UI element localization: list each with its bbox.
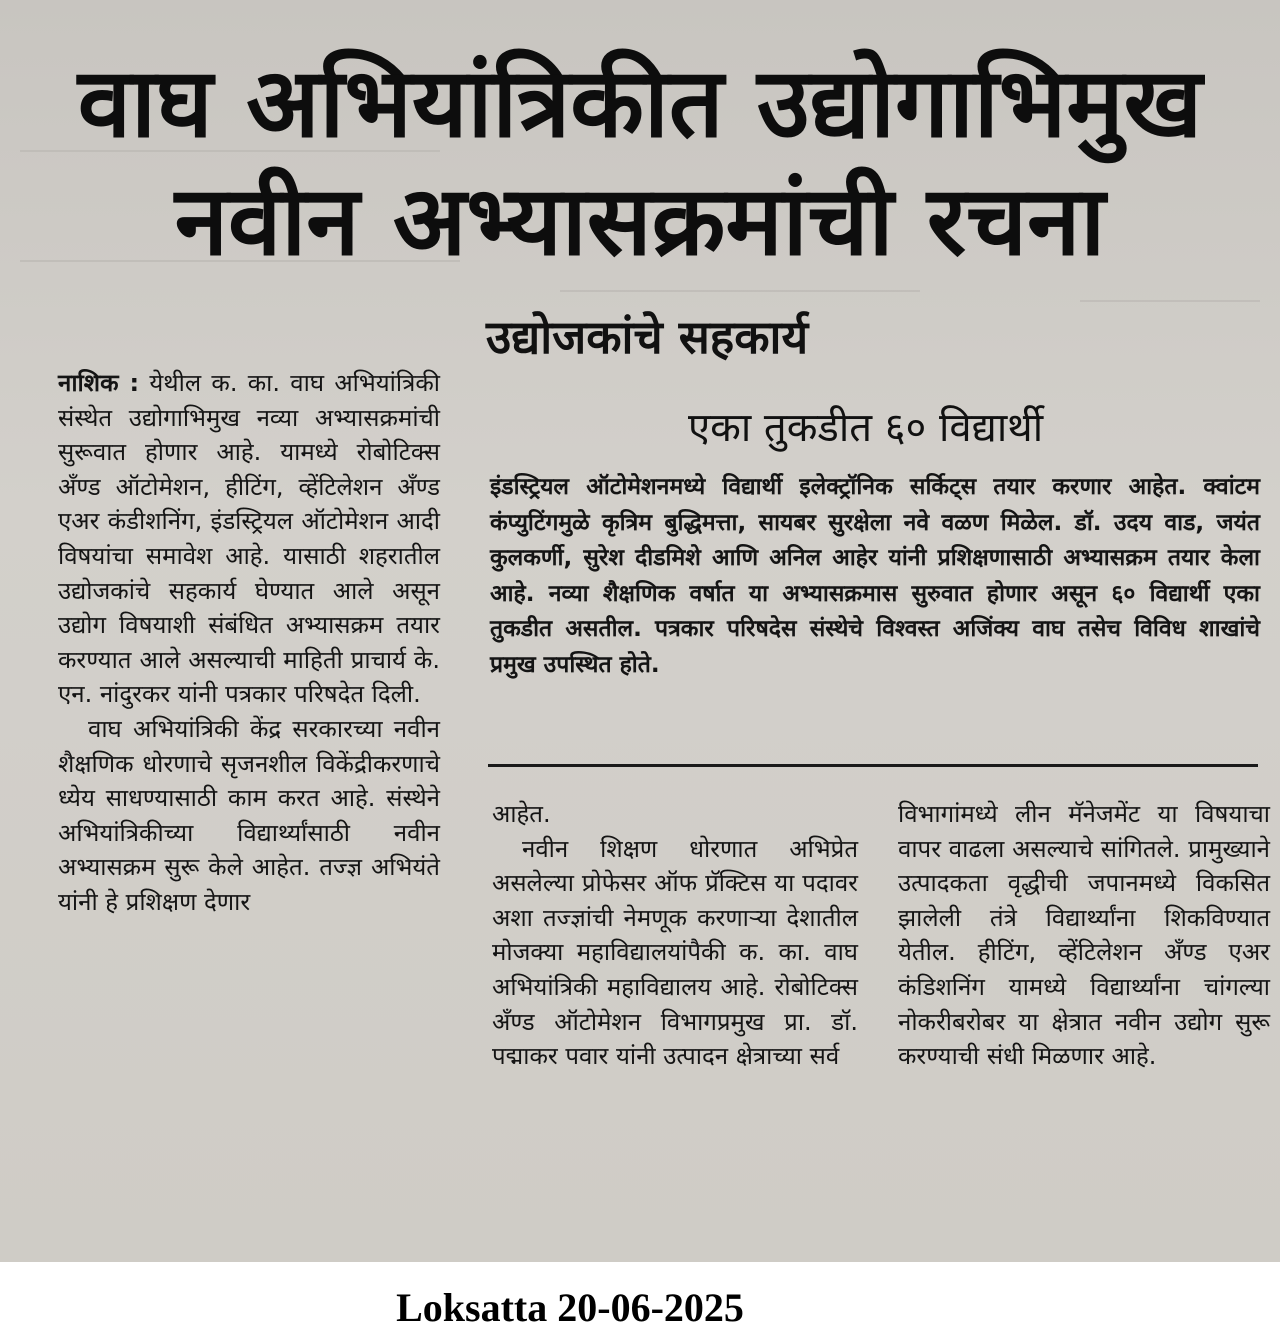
headline-line-1: वाघ अभियांत्रिकीत उद्योगाभिमुख (77, 47, 1203, 159)
col2-paragraph-2: नवीन शिक्षण धोरणात अभिप्रेत असलेल्या प्रोफेसर ऑफ प्रॅक्टिस या पदावर अशा तज्ज्ञांची नेमणूक करणाऱ्या देशातील मोजक्या महाविद्यालयांपैकी क. का. वाघ अभियांत्रिकी महाविद्यालय आहे. रोबोटिक्स अँण्ड ऑटोमेशन विभागप्रमुख प्रा. डॉ. पद्माकर पवार यांनी उत्पादन क्षेत्राच्या सर्व (492, 834, 858, 1071)
subheading: एका तुकडीत ६० विद्यार्थी (688, 405, 1044, 451)
highlight-paragraph: इंडस्ट्रियल ऑटोमेशनमध्ये विद्यार्थी इलेक्ट्रॉनिक सर्किट्स तयार करणार आहेत. क्वांटम कंप्युटिंगमुळे कृत्रिम बुद्धिमत्ता, सायबर सुरक्षेला नवे वळण मिळेल. डॉ. उदय वाड, जयंत कुलकर्णी, सुरेश दीडमिशे आणि अनिल आहेर यांनी प्रशिक्षणासाठी अभ्यासक्रम तयार केला आहे. नव्या शैक्षणिक वर्षात या अभ्यासक्रमास सुरुवात होणार असून ६० विद्यार्थी एका तुकडीत असतील. पत्रकार परिषदेस संस्थेचे विश्वस्त अजिंक्य वाघ तसेच विविध शाखांचे प्रमुख उपस्थित होते. (490, 474, 1260, 678)
headline-line-2: नवीन अभ्यासक्रमांची रचना (174, 165, 1106, 277)
col1-paragraph-1-text: येथील क. का. वाघ अभियांत्रिकी संस्थेत उद्योगाभिमुख नव्या अभ्यासक्रमांची सुरूवात होणार आहे. यामध्ये रोबोटिक्स अँण्ड ऑटोमेशन, हीटिंग, व्हेंटिलेशन अँण्ड एअर कंडीशनिंग, इंडस्ट्रियल ऑटोमेशन आदी विषयांचा समावेश आहे. यासाठी शहरातील उद्योजकांचे सहकार्य घेण्यात आले असून उद्योग विषयाशी संबंधित अभ्यासक्रम तयार करण्यात आले असल्याची माहिती प्राचार्य के. एन. नांदुरकर यांनी पत्रकार परिषदेत दिली. (58, 369, 440, 709)
kicker: उद्योजकांचे सहकार्य (486, 310, 809, 364)
bleed-through-line (560, 290, 920, 292)
col2-paragraph-1: आहेत. (492, 800, 551, 828)
col3-paragraph-1: विभागांमध्ये लीन मॅनेजमेंट या विषयाचा वापर वाढला असल्याचे सांगितले. प्रामुख्याने उत्पादकता वृद्धीची जपानमध्ये विकसित झालेली तंत्रे विद्यार्थ्यांना शिकविण्यात येतील. हीटिंग, व्हेंटिलेशन अँण्ड एअर कंडिशनिंग यामध्ये विद्यार्थ्यांना चांगल्या नोकरीबरोबर या क्षेत्रात नवीन उद्योग सुरू करण्याची संधी मिळणार आहे. (898, 800, 1270, 1071)
dateline: नाशिक : (58, 369, 140, 397)
divider-rule (488, 764, 1258, 767)
bleed-through-line (1080, 300, 1260, 302)
source-caption: Loksatta 20-06-2025 (396, 1285, 744, 1330)
column-3 (898, 797, 1270, 1074)
col1-paragraph-2: वाघ अभियांत्रिकी केंद्र सरकारच्या नवीन शैक्षणिक धोरणाचे सृजनशील विकेंद्रीकरणाचे ध्येय साधण्यासाठी काम करत आहे. संस्थेने अभियांत्रिकीच्या विद्यार्थ्यांसाठी नवीन अभ्यासक्रम सुरू केले आहेत. तज्ज्ञ अभियंते यांनी हे प्रशिक्षण देणार (58, 714, 440, 916)
col1-paragraph-1 (58, 366, 440, 712)
column-2 (492, 797, 858, 1074)
column-1 (58, 366, 440, 920)
